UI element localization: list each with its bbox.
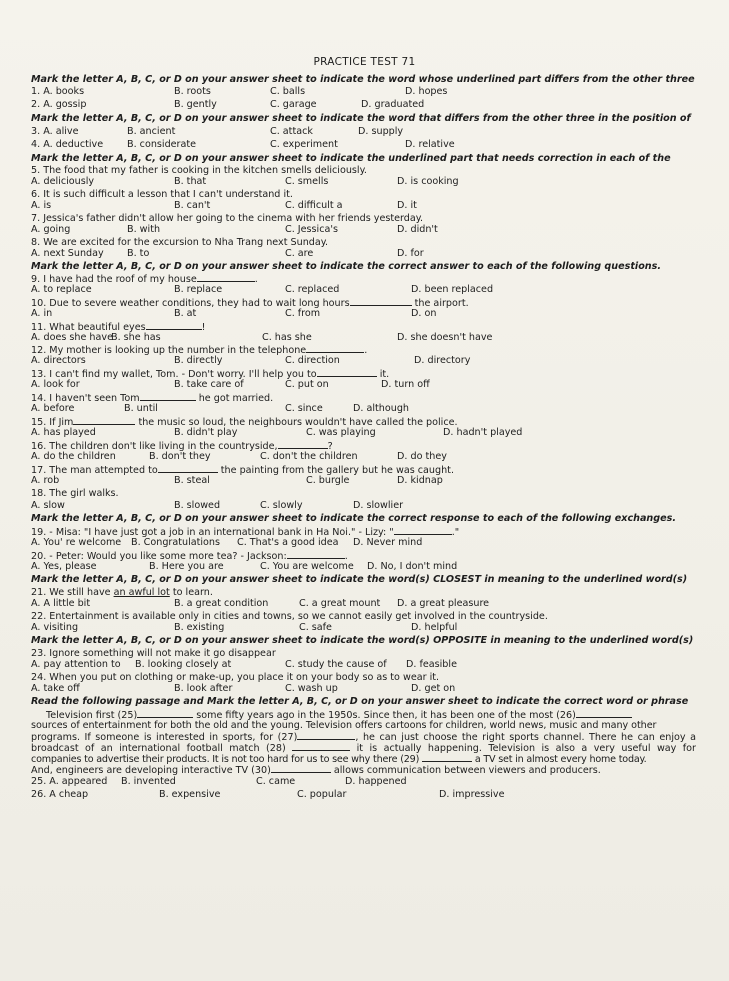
question-22-stem: 22. Entertainment is available only in cities and towns, so we cannot easily get involved in the countryside. — [31, 611, 548, 622]
instruction-completion: Mark the letter A, B, C, or D on your answer sheet to indicate the correct answer to each of the following questions. — [31, 261, 661, 272]
option-c: C. wash up — [285, 683, 338, 694]
option-d: D. Never mind — [353, 537, 423, 548]
stem-text: 15. If Jim — [31, 417, 74, 428]
option-b: B. gently — [174, 99, 217, 110]
option-c: C. don't the children — [260, 451, 358, 462]
question-8-stem: 8. We are excited for the excursion to Nha Trang next Sunday. — [31, 237, 329, 248]
option-d: D. although — [353, 403, 409, 414]
passage-text: companies to advertise their products. It is not too hard for us to see why there (29) — [31, 754, 420, 765]
stem-end: he got married. — [198, 393, 274, 404]
option-d: D. happened — [345, 776, 407, 787]
answer-blank — [158, 464, 218, 473]
option-c: C. burgle — [306, 475, 350, 486]
option-b: B. didn't play — [174, 427, 238, 438]
stem-end: it. — [379, 369, 390, 380]
option-b: B. that — [174, 176, 207, 187]
option-b: B. with — [127, 224, 161, 235]
option-a: A. take off — [31, 683, 80, 694]
option-a: 3. A. alive — [31, 126, 79, 137]
answer-blank-30 — [271, 764, 331, 773]
passage-line-6 — [31, 764, 701, 776]
option-b: B. considerate — [127, 139, 197, 150]
option-d: D. didn't — [397, 224, 438, 235]
passage-text: it is actually happening. Television is also a very useful way for — [356, 743, 696, 754]
option-c: C. study the cause of — [285, 659, 387, 670]
option-d: D. is cooking — [397, 176, 459, 187]
passage-text: a TV set in almost every home today. — [474, 754, 647, 765]
option-c: C. balls — [270, 86, 306, 97]
option-d: D. turn off — [381, 379, 430, 390]
option-c: C. smells — [285, 176, 329, 187]
stem-end: . — [364, 345, 368, 356]
stem-text: 17. The man attempted to — [31, 465, 158, 476]
option-b: B. don't they — [149, 451, 211, 462]
option-c: C. difficult a — [285, 200, 343, 211]
option-d: D. slowlier — [353, 500, 404, 511]
option-c: C. You are welcome — [260, 561, 354, 572]
option-a: A. next Sunday — [31, 248, 104, 259]
stem-text: 13. I can't find my wallet, Tom. - Don't worry. I'll help you to — [31, 369, 317, 380]
option-b: B. directly — [174, 355, 223, 366]
option-c: C. garage — [270, 99, 317, 110]
stem-end: ." — [451, 527, 460, 538]
option-b: B. can't — [174, 200, 211, 211]
option-b: B. Here you are — [149, 561, 224, 572]
instruction-pronunciation: Mark the letter A, B, C, or D on your answer sheet to indicate the word whose underlined part differs from the other three — [31, 74, 695, 85]
option-b: B. at — [174, 308, 197, 319]
passage-text: some fifty years ago in the 1950s. Since then, it has been one of the most (26) — [196, 710, 576, 721]
passage-text: And, engineers are developing interactive TV (30) — [31, 765, 271, 776]
stem-text: 19. - Misa: "I have just got a job in an international bank in Ha Noi." - Lizy: " — [31, 527, 394, 538]
option-c: C. popular — [297, 789, 347, 800]
option-c: C. direction — [285, 355, 340, 366]
option-a: A. has played — [31, 427, 96, 438]
answer-blank-27 — [297, 731, 355, 740]
option-d: D. do they — [397, 451, 447, 462]
stem-text: 9. I have had the roof of my house — [31, 274, 197, 285]
option-a: A. look for — [31, 379, 80, 390]
option-b: B. take care of — [174, 379, 244, 390]
question-24-stem: 24. When you put on clothing or make-up, you place it on your body so as to wear it. — [31, 672, 440, 683]
option-b: B. she has — [111, 332, 161, 343]
option-a: A. is — [31, 200, 52, 211]
option-d: D. it — [397, 200, 417, 211]
question-18-stem: 18. The girl walks. — [31, 488, 119, 499]
option-b: B. existing — [174, 622, 225, 633]
stem-end: . — [254, 274, 258, 285]
question-20-stem — [31, 550, 701, 562]
option-d: D. impressive — [439, 789, 505, 800]
passage-text: programs. If someone is interested in sports, for (27) — [31, 732, 298, 743]
question-23-stem: 23. Ignore something will not make it go disappear — [31, 648, 276, 659]
question-21-stem: 21. We still have an awful lot to learn. — [31, 587, 213, 598]
answer-blank — [146, 321, 202, 330]
option-b: B. steal — [174, 475, 210, 486]
instruction-stress: Mark the letter A, B, C, or D on your answer sheet to indicate the word that differs from the other three in the position of — [31, 113, 691, 124]
option-b: B. invented — [121, 776, 176, 787]
stem-end: ? — [327, 441, 333, 452]
instruction-exchanges: Mark the letter A, B, C, or D on your answer sheet to indicate the correct response to each of the following exchanges. — [31, 513, 676, 524]
option-a: A. do the children — [31, 451, 116, 462]
answer-blank — [394, 526, 452, 535]
instruction-opposite: Mark the letter A, B, C, or D on your answer sheet to indicate the word(s) OPPOSITE in meaning to the underlined word(s) — [31, 635, 694, 646]
question-13-stem — [31, 368, 701, 380]
option-c: C. put on — [285, 379, 329, 390]
stem-text: 10. Due to severe weather conditions, they had to wait long hours — [31, 298, 350, 309]
question-9-stem — [31, 273, 701, 285]
option-d: D. No, I don't mind — [367, 561, 458, 572]
answer-blank-29 — [422, 753, 472, 762]
option-c: C. attack — [270, 126, 313, 137]
stem-end: . — [344, 551, 348, 562]
option-d: D. hopes — [405, 86, 448, 97]
option-a: A. directors — [31, 355, 86, 366]
option-c: C. That's a good idea — [237, 537, 339, 548]
option-d: D. for — [397, 248, 424, 259]
option-a: A. A little bit — [31, 598, 91, 609]
option-a: A. Yes, please — [31, 561, 97, 572]
option-b: B. a great condition — [174, 598, 269, 609]
stem-text: 20. - Peter: Would you like some more tea? - Jackson: — [31, 551, 287, 562]
option-a: A. visiting — [31, 622, 79, 633]
instruction-reading: Read the following passage and Mark the letter A, B, C, or D on your answer sheet to indicate the correct word or phrase — [31, 696, 689, 707]
option-d: D. been replaced — [411, 284, 494, 295]
option-b: B. Congratulations — [131, 537, 221, 548]
option-a: A. does she have — [31, 332, 113, 343]
stem-text: 16. The children don't like living in the countryside, — [31, 441, 278, 452]
passage-text: Television first (25) — [46, 710, 138, 721]
option-b: B. expensive — [159, 789, 221, 800]
answer-blank — [73, 416, 135, 425]
question-7-stem: 7. Jessica's father didn't allow her going to the cinema with her friends yesterday. — [31, 213, 424, 224]
option-d: D. graduated — [361, 99, 425, 110]
passage-text: , he can just choose the right sports channel. There he can enjoy a — [355, 732, 696, 743]
option-a: A. going — [31, 224, 71, 235]
option-a: 25. A. appeared — [31, 776, 108, 787]
answer-blank — [306, 344, 364, 353]
option-b: B. until — [124, 403, 158, 414]
option-d: D. directory — [414, 355, 471, 366]
answer-blank — [317, 368, 377, 377]
question-12-stem — [31, 344, 701, 356]
stem-text: 14. I haven't seen Tom — [31, 393, 140, 404]
option-b: B. looking closely at — [135, 659, 232, 670]
option-b: B. ancient — [127, 126, 176, 137]
option-d: D. get on — [411, 683, 456, 694]
option-a: A. in — [31, 308, 53, 319]
stem-end: the music so loud, the neighbours wouldn't have called the police. — [138, 417, 458, 428]
option-a: 2. A. gossip — [31, 99, 87, 110]
option-b: B. replace — [174, 284, 223, 295]
option-a: A. deliciously — [31, 176, 95, 187]
option-d: D. helpful — [411, 622, 458, 633]
option-c: C. came — [256, 776, 296, 787]
option-d: D. supply — [358, 126, 404, 137]
answer-blank-26 — [576, 709, 632, 718]
option-c: C. are — [285, 248, 314, 259]
option-c: C. replaced — [285, 284, 340, 295]
option-b: B. roots — [174, 86, 211, 97]
option-a: A. You' re welcome — [31, 537, 122, 548]
option-a: A. before — [31, 403, 75, 414]
passage-text: allows communication between viewers and producers. — [333, 765, 601, 776]
answer-blank-28 — [292, 742, 350, 751]
option-a: A. slow — [31, 500, 65, 511]
option-d: D. feasible — [406, 659, 457, 670]
option-b: B. slowed — [174, 500, 221, 511]
option-a: A. to replace — [31, 284, 92, 295]
option-c: C. was playing — [306, 427, 376, 438]
page-title: PRACTICE TEST 71 — [313, 56, 416, 68]
stem-text: 12. My mother is looking up the number in the telephone — [31, 345, 307, 356]
option-c: C. since — [285, 403, 323, 414]
option-c: C. slowly — [260, 500, 303, 511]
instruction-closest: Mark the letter A, B, C, or D on your answer sheet to indicate the word(s) CLOSEST in meaning to the underlined word(s) — [31, 574, 688, 585]
option-a: 26. A cheap — [31, 789, 89, 800]
answer-blank — [197, 273, 255, 282]
option-d: D. kidnap — [397, 475, 443, 486]
passage-text: broadcast of an international football match (28) — [31, 743, 286, 754]
option-d: D. a great pleasure — [397, 598, 490, 609]
option-c: C. safe — [299, 622, 332, 633]
answer-blank — [140, 392, 196, 401]
option-c: C. from — [285, 308, 321, 319]
question-16-stem — [31, 440, 701, 452]
option-d: D. on — [411, 308, 437, 319]
question-17-stem — [31, 464, 701, 476]
option-d: D. hadn't played — [443, 427, 523, 438]
option-c: C. Jessica's — [285, 224, 338, 235]
answer-blank — [287, 550, 345, 559]
question-10-stem — [31, 297, 701, 309]
answer-blank — [278, 440, 328, 449]
option-a: 4. A. deductive — [31, 139, 104, 150]
option-c: C. has she — [262, 332, 312, 343]
option-c: C. a great mount — [299, 598, 381, 609]
question-5-stem: 5. The food that my father is cooking in the kitchen smells deliciously. — [31, 165, 367, 176]
passage-line-2: sources of entertainment for both the old and the young. Television offers cartoons for children, world news, music and many other — [31, 720, 657, 731]
stem-text: 11. What beautiful eyes — [31, 322, 146, 333]
option-d: D. relative — [405, 139, 455, 150]
option-c: C. experiment — [270, 139, 338, 150]
stem-end: the painting from the gallery but he was caught. — [220, 465, 454, 476]
question-6-stem: 6. It is such difficult a lesson that I can't understand it. — [31, 189, 293, 200]
option-b: B. look after — [174, 683, 233, 694]
answer-blank — [350, 297, 412, 306]
answer-blank-25 — [137, 709, 193, 718]
option-a: A. rob — [31, 475, 60, 486]
stem-end: the airport. — [414, 298, 469, 309]
option-a: 1. A. books — [31, 86, 85, 97]
option-a: A. pay attention to — [31, 659, 121, 670]
option-d: D. she doesn't have — [397, 332, 493, 343]
option-b: B. to — [127, 248, 150, 259]
stem-end: ! — [201, 322, 206, 333]
instruction-error: Mark the letter A, B, C, or D on your answer sheet to indicate the underlined part that needs correction in each of the — [31, 153, 671, 164]
